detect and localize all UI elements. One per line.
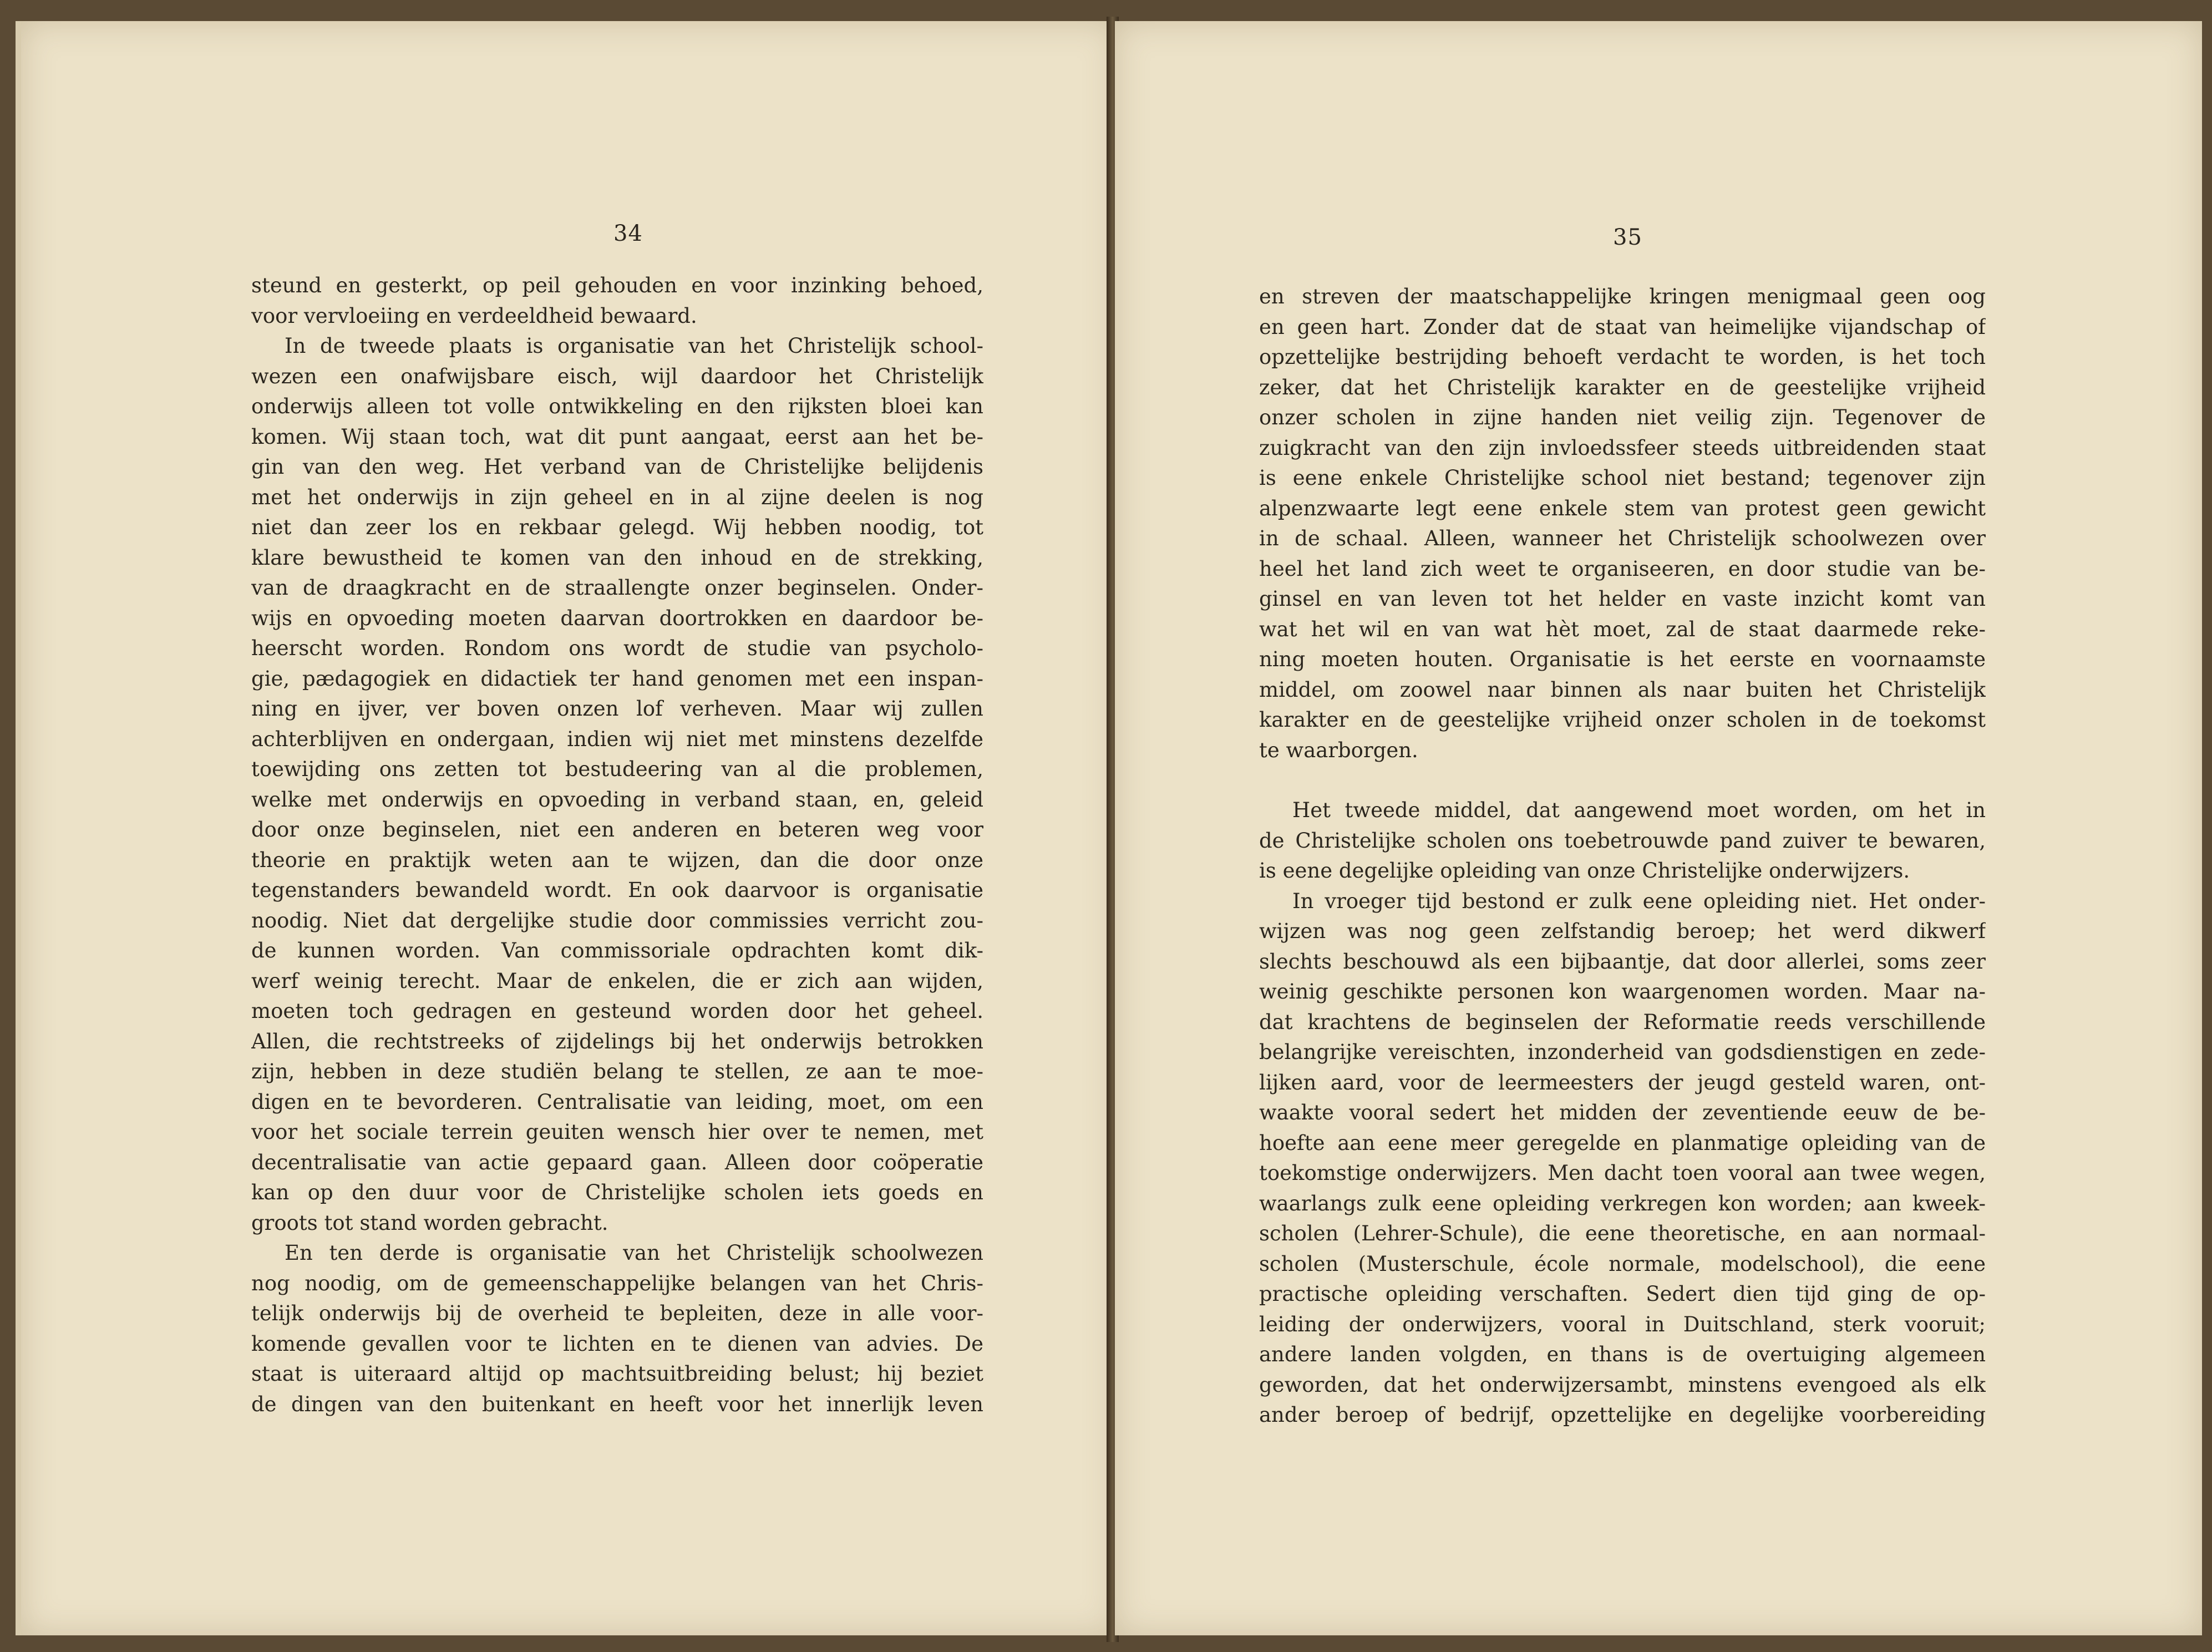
text-line: in de schaal. Alleen, wanneer het Christelijk schoolwezen over: [1259, 526, 1986, 550]
text-line: leiding der onderwijzers, vooral in Duitschland, sterk vooruit;: [1259, 1312, 1986, 1336]
text-line: middel, om zoowel naar binnen als naar buiten het Christelijk: [1259, 677, 1986, 702]
text-line: wezen een onafwijsbare eisch, wijl daardoor het Christelijk: [251, 364, 983, 388]
right-page-text: [1259, 282, 1986, 1431]
text-line: en streven der maatschappelijke kringen menigmaal geen oog: [1259, 285, 1986, 308]
text-line: voor vervloeiing en verdeeldheid bewaard.: [251, 303, 697, 328]
text-line: is eene degelijke opleiding van onze Christelijke onderwijzers.: [1259, 859, 1910, 883]
text-line: weinig geschikte personen kon waargenomen worden. Maar na-: [1259, 980, 1986, 1004]
left-page-text: [251, 271, 983, 1420]
page-number-left: 34: [613, 221, 643, 246]
text-line: geworden, dat het onderwijzersambt, minstens evengoed als elk: [1259, 1372, 1986, 1397]
text-line: de kunnen worden. Van commissoriale opdrachten komt dik-: [251, 939, 983, 962]
text-line: steund en gesterkt, op peil gehouden en voor inzinking behoed,: [251, 273, 983, 297]
text-line: tegenstanders bewandeld wordt. En ook daarvoor is organisatie: [251, 878, 983, 902]
text-line: zijn, hebben in deze studiën belang te stellen, ze aan te moe-: [251, 1060, 983, 1083]
text-line: de dingen van den buitenkant en heeft voor het innerlijk leven: [251, 1392, 983, 1416]
text-line: staat is uiteraard altijd op machtsuitbreiding belust; hij beziet: [251, 1362, 983, 1386]
text-line: waakte vooral sedert het midden der zeventiende eeuw de be-: [1259, 1101, 1986, 1124]
text-line: welke met onderwijs en opvoeding in verband staan, en, geleid: [251, 787, 983, 812]
left-page: [16, 21, 1117, 1635]
text-line: hoefte aan eene meer geregelde en planmatige opleiding van de: [1259, 1131, 1986, 1155]
text-line: niet dan zeer los en rekbaar gelegd. Wij hebben noodig, tot: [251, 515, 983, 539]
text-line: heel het land zich weet te organiseeren, en door studie van be-: [1259, 556, 1986, 581]
text-line: alpenzwaarte legt eene enkele stem van protest geen gewicht: [1259, 496, 1986, 520]
text-line: klare bewustheid te komen van den inhoud en de strekking,: [251, 545, 983, 570]
paragraph-gap: [1259, 766, 1986, 795]
text-line: wat het wil en van wat hèt moet, zal de staat daarmede reke-: [1259, 617, 1986, 641]
text-line: ander beroep of bedrijf, opzettelijke en degelijke voorbereiding: [1259, 1403, 1986, 1427]
text-line: gie, pædagogiek en didactiek ter hand genomen met een inspan-: [251, 666, 983, 691]
text-line: de Christelijke scholen ons toebetrouwde pand zuiver te bewaren,: [1259, 828, 1986, 853]
text-line: te waarborgen.: [1259, 738, 1418, 762]
text-line: opzettelijke bestrijding behoeft verdacht te worden, is het toch: [1259, 345, 1986, 369]
text-line: door onze beginselen, niet een anderen en beteren weg voor: [251, 818, 983, 842]
text-line: voor het sociale terrein geuiten wensch hier over te nemen, met: [251, 1120, 983, 1144]
text-line: Allen, die rechtstreeks of zijdelings bij het onderwijs betrokken: [251, 1029, 983, 1053]
text-line: moeten toch gedragen en gesteund worden door het geheel.: [251, 999, 983, 1023]
text-line: met het onderwijs in zijn geheel en in al zijne deelen is nog: [251, 485, 983, 509]
text-line: is eene enkele Christelijke school niet bestand; tegenover zijn: [1259, 466, 1986, 490]
text-line: En ten derde is organisatie van het Christelijk schoolwezen: [285, 1241, 983, 1265]
text-line: karakter en de geestelijke vrijheid onzer scholen in de toekomst: [1259, 708, 1986, 732]
text-line: Het tweede middel, dat aangewend moet worden, om het in: [1292, 798, 1986, 822]
text-line: toekomstige onderwijzers. Men dacht toen vooral aan twee wegen,: [1259, 1161, 1986, 1185]
text-line: werf weinig terecht. Maar de enkelen, die er zich aan wijden,: [251, 969, 983, 993]
text-line: andere landen volgden, en thans is de overtuiging algemeen: [1259, 1342, 1986, 1366]
page-number-right: 35: [1613, 225, 1642, 250]
text-line: practische opleiding verschaften. Sedert dien tijd ging de op-: [1259, 1282, 1986, 1306]
text-line: wijzen was nog geen zelfstandig beroep; het werd dikwerf: [1259, 919, 1986, 943]
text-line: scholen (Lehrer-Schule), die eene theoretische, en aan normaal-: [1259, 1222, 1986, 1245]
right-page: [1115, 21, 2202, 1635]
text-line: belangrijke vereischten, inzonderheid van godsdienstigen en zede-: [1259, 1040, 1986, 1064]
text-line: komen. Wij staan toch, wat dit punt aangaat, eerst aan het be-: [251, 424, 983, 449]
text-line: slechts beschouwd als een bijbaantje, dat door allerlei, soms zeer: [1259, 949, 1986, 974]
text-line: zuigkracht van den zijn invloedssfeer steeds uitbreidenden staat: [1259, 435, 1986, 460]
text-line: In de tweede plaats is organisatie van het Christelijk school-: [285, 334, 983, 358]
text-line: digen en te bevorderen. Centralisatie van leiding, moet, om een: [251, 1089, 983, 1114]
text-line: heerscht worden. Rondom ons wordt de studie van psycholo-: [251, 636, 983, 660]
text-line: ning en ijver, ver boven onzen lof verheven. Maar wij zullen: [251, 697, 983, 721]
text-line: ginsel en van leven tot het helder en vaste inzicht komt van: [1259, 587, 1986, 611]
text-line: dat krachtens de beginselen der Reformatie reeds verschillende: [1259, 1010, 1986, 1034]
text-line: achterblijven en ondergaan, indien wij niet met minstens dezelfde: [251, 727, 983, 751]
text-line: onzer scholen in zijne handen niet veilig zijn. Tegenover de: [1259, 406, 1986, 429]
text-line: kan op den duur voor de Christelijke scholen iets goeds en: [251, 1180, 983, 1204]
text-line: onderwijs alleen tot volle ontwikkeling en den rijksten bloei kan: [251, 394, 983, 418]
text-line: wijs en opvoeding moeten daarvan doortrokken en daardoor be-: [251, 606, 983, 630]
text-line: zeker, dat het Christelijk karakter en de geestelijke vrijheid: [1259, 375, 1986, 399]
text-line: waarlangs zulk eene opleiding verkregen kon worden; aan kweek-: [1259, 1191, 1986, 1215]
text-line: gin van den weg. Het verband van de Christelijke belijdenis: [251, 455, 983, 479]
text-line: nog noodig, om de gemeenschappelijke belangen van het Chris-: [251, 1271, 983, 1295]
text-line: lijken aard, voor de leermeesters der jeugd gesteld waren, ont-: [1259, 1070, 1986, 1094]
text-line: en geen hart. Zonder dat de staat van heimelijke vijandschap of: [1259, 315, 1986, 339]
text-line: komende gevallen voor te lichten en te dienen van advies. De: [251, 1331, 983, 1356]
text-line: van de draagkracht en de straallengte onzer beginselen. Onder-: [251, 576, 983, 600]
text-line: telijk onderwijs bij de overheid te bepleiten, deze in alle voor-: [251, 1301, 983, 1325]
text-line: In vroeger tijd bestond er zulk eene opleiding niet. Het onder-: [1292, 889, 1986, 913]
text-line: toewijding ons zetten tot bestudeering van al die problemen,: [251, 757, 983, 781]
text-line: ning moeten houten. Organisatie is het eerste en voornaamste: [1259, 647, 1986, 671]
text-line: noodig. Niet dat dergelijke studie door commissies verricht zou-: [251, 908, 983, 933]
text-line: groots tot stand worden gebracht.: [251, 1210, 608, 1235]
text-line: theorie en praktijk weten aan te wijzen, dan die door onze: [251, 848, 983, 872]
text-line: scholen (Musterschule, école normale, modelschool), die eene: [1259, 1251, 1986, 1276]
text-line: decentralisatie van actie gepaard gaan. Alleen door coöperatie: [251, 1150, 983, 1174]
